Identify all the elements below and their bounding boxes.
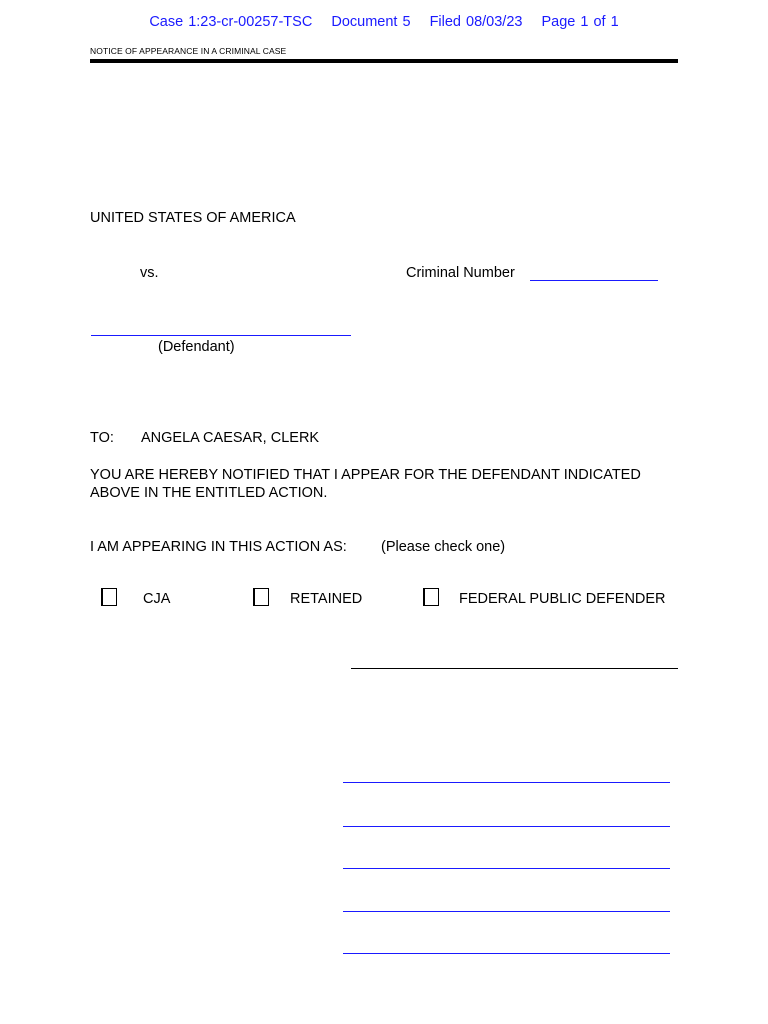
criminal-number-field[interactable] xyxy=(530,280,658,281)
document-number: Document 5 xyxy=(331,14,411,30)
option-label-cja: CJA xyxy=(143,591,171,607)
checkbox-retained[interactable] xyxy=(253,588,269,606)
defendant-name-field[interactable] xyxy=(91,335,351,336)
defendant-label: (Defendant) xyxy=(158,339,235,355)
plaintiff-name: UNITED STATES OF AMERICA xyxy=(90,210,296,226)
attorney-info-line-4[interactable] xyxy=(343,911,670,912)
signature-line[interactable] xyxy=(351,668,678,669)
versus-label: vs. xyxy=(140,265,159,281)
appearance-prompt: I AM APPEARING IN THIS ACTION AS: xyxy=(90,539,347,555)
criminal-number-label: Criminal Number xyxy=(406,265,515,281)
clerk-name: ANGELA CAESAR, CLERK xyxy=(141,430,320,446)
title-rule xyxy=(90,59,678,63)
checkbox-cja[interactable] xyxy=(101,588,117,606)
attorney-info-line-2[interactable] xyxy=(343,826,670,827)
form-title: NOTICE OF APPEARANCE IN A CRIMINAL CASE xyxy=(90,46,287,56)
to-label: TO: xyxy=(90,430,114,446)
case-number: Case 1:23-cr-00257-TSC xyxy=(149,14,313,30)
ecf-header-stamp xyxy=(0,14,768,30)
option-label-federal-public-defender: FEDERAL PUBLIC DEFENDER xyxy=(459,591,666,607)
attorney-info-line-5[interactable] xyxy=(343,953,670,954)
attorney-info-line-1[interactable] xyxy=(343,782,670,783)
attorney-info-line-3[interactable] xyxy=(343,868,670,869)
option-label-retained: RETAINED xyxy=(290,591,363,607)
appearance-instruction: (Please check one) xyxy=(381,539,506,555)
checkbox-federal-public-defender[interactable] xyxy=(423,588,439,606)
filed-date: Filed 08/03/23 xyxy=(429,14,523,30)
notice-paragraph: YOU ARE HEREBY NOTIFIED THAT I APPEAR FOR THE DEFENDANT INDICATED ABOVE IN THE ENTITLED ACTION. xyxy=(90,467,641,501)
page-indicator: Page 1 of 1 xyxy=(541,14,619,30)
